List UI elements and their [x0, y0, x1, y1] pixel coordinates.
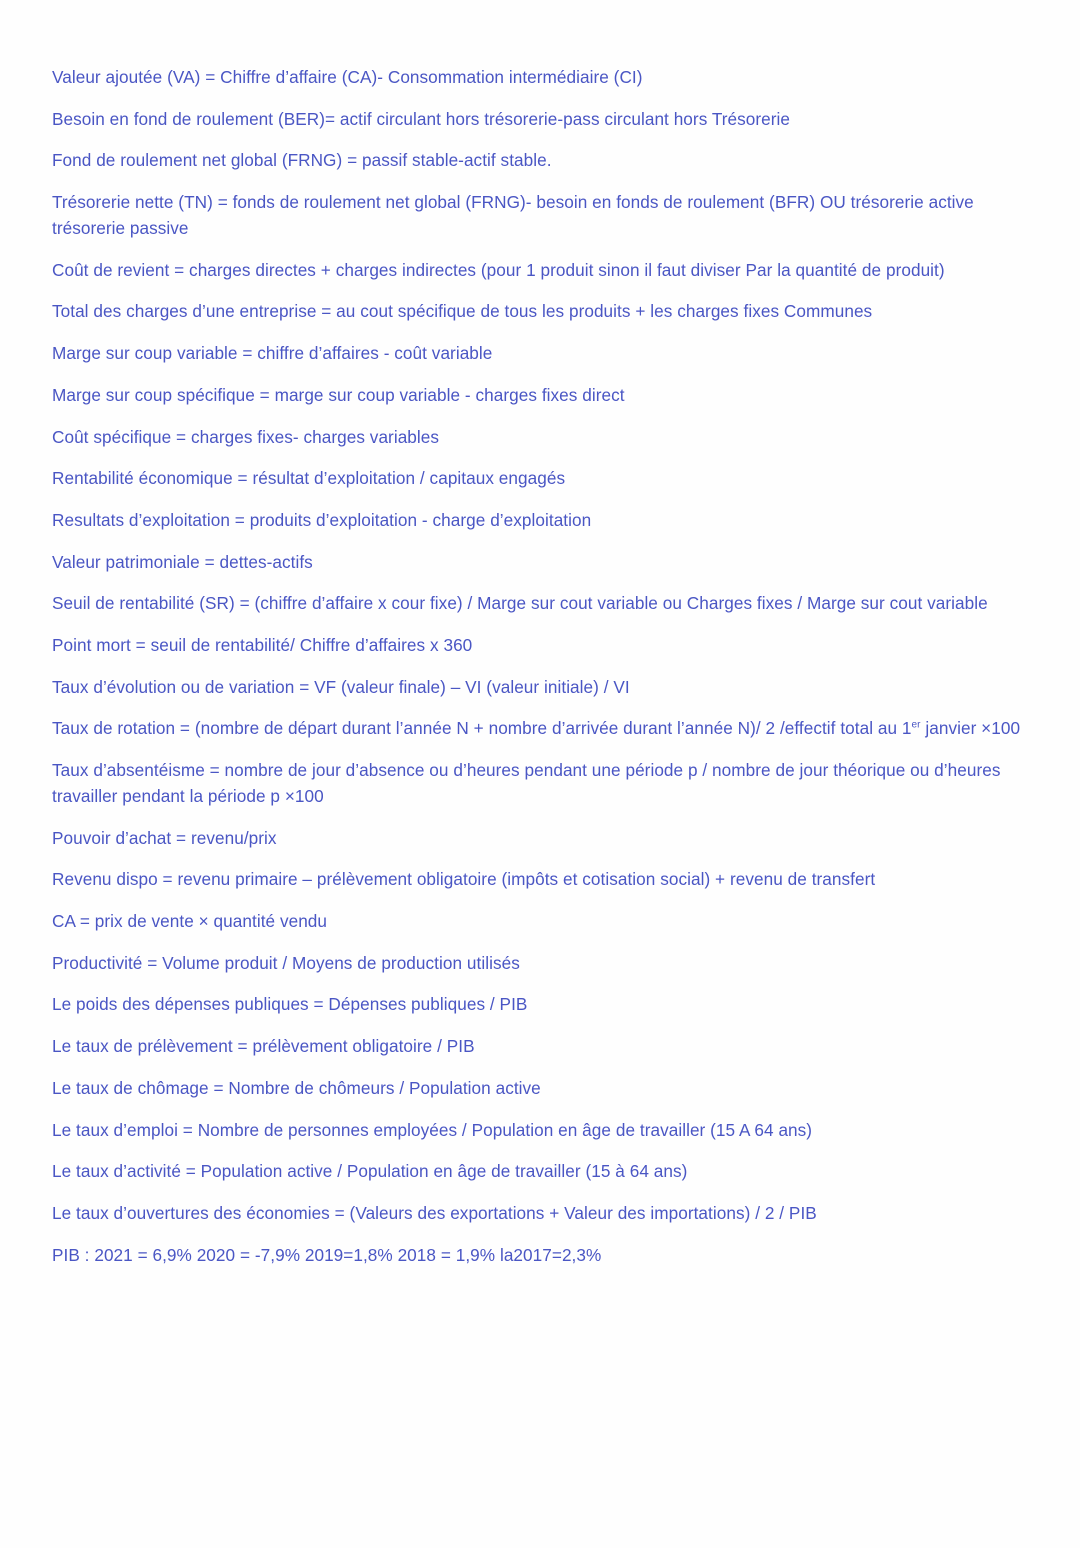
formula-taux-ouverture-economies: Le taux d’ouvertures des économies = (Valeurs des exportations + Valeur des importations) / 2 / PIB [52, 1202, 817, 1223]
formula-taux-evolution: Taux d’évolution ou de variation = VF (valeur finale) – VI (valeur initiale) / VI [52, 676, 630, 697]
formula-valeur-ajoutee: Valeur ajoutée (VA) = Chiffre d’affaire (CA)- Consommation intermédiaire (CI) [52, 67, 643, 87]
formula-seuil-de-rentabilite: Seuil de rentabilité (SR) = (chiffre d’affaire x cour fixe) / Marge sur cout variable ou Charges fixes / Marge sur cout variable [52, 593, 988, 614]
formula-productivite: Productivité = Volume produit / Moyens de production utilisés [52, 952, 520, 973]
taux-rotation-text-end: janvier ×100 [920, 718, 1021, 739]
formula-rentabilite-economique: Rentabilité économique = résultat d’exploitation / capitaux engagés [52, 468, 566, 489]
formula-total-des-charges: Total des charges d’une entreprise = au cout spécifique de tous les produits + les charges fixes Communes [52, 301, 873, 322]
formula-cout-specifique: Coût spécifique = charges fixes- charges variables [52, 426, 440, 447]
formula-cout-de-revient: Coût de revient = charges directes + charges indirectes (pour 1 produit sinon il faut diviser Par la quantité de produit) [52, 259, 945, 280]
formula-list [52, 64, 1027, 1283]
formula-valeur-patrimoniale: Valeur patrimoniale = dettes-actifs [52, 551, 313, 572]
formula-pib-evolution: PIB : 2021 = 6,9% 2020 = -7,9% 2019=1,8% 2018 = 1,9% la2017=2,3% [52, 1244, 602, 1265]
formula-fond-roulement-net-global: Fond de roulement net global (FRNG) = passif stable-actif stable. [52, 150, 552, 171]
formula-taux-emploi: Le taux d’emploi = Nombre de personnes employées / Population en âge de travailler (15 A 64 ans) [52, 1119, 813, 1140]
formula-besoin-fond-roulement: Besoin en fond de roulement (BER)= actif circulant hors trésorerie-pass circulant hors Trésorerie [52, 108, 791, 129]
formula-taux-de-rotation [52, 715, 1027, 741]
taux-rotation-text: Taux de rotation = (nombre de départ durant l’année N + nombre d’arrivée durant l’année N)/ 2 /effectif total au 1 [52, 718, 912, 739]
formula-taux-absenteisme: Taux d’absentéisme = nombre de jour d’absence ou d’heures pendant une période p / nombre de jour théorique ou d’heures travailler pendant la période p ×100 [52, 760, 1001, 806]
formula-tresorerie-nette: Trésorerie nette (TN) = fonds de roulement net global (FRNG)- besoin en fonds de roulement (BFR) OU trésorerie active trésorerie passive [52, 192, 974, 239]
formula-point-mort: Point mort = seuil de rentabilité/ Chiffre d’affaires x 360 [52, 634, 473, 655]
formula-poids-depenses-publiques: Le poids des dépenses publiques = Dépenses publiques / PIB [52, 994, 528, 1015]
formula-resultats-exploitation: Resultats d’exploitation = produits d’exploitation - charge d’exploitation [52, 509, 592, 530]
formula-marge-cout-variable: Marge sur coup variable = chiffre d’affaires - coût variable [52, 343, 493, 364]
taux-rotation-superscript: er [911, 719, 921, 731]
formula-taux-activite: Le taux d’activité = Population active / Population en âge de travailler (15 à 64 ans) [52, 1161, 688, 1182]
formula-taux-prelevement: Le taux de prélèvement = prélèvement obligatoire / PIB [52, 1036, 475, 1057]
formula-revenu-dispo: Revenu dispo = revenu primaire – prélèvement obligatoire (impôts et cotisation social) + revenu de transfert [52, 869, 876, 890]
formula-chiffre-affaires: CA = prix de vente × quantité vendu [52, 911, 328, 932]
formula-pouvoir-achat: Pouvoir d’achat = revenu/prix [52, 827, 277, 848]
formula-marge-cout-specifique: Marge sur coup spécifique = marge sur coup variable - charges fixes direct [52, 384, 625, 405]
formula-taux-chomage: Le taux de chômage = Nombre de chômeurs / Population active [52, 1077, 541, 1098]
